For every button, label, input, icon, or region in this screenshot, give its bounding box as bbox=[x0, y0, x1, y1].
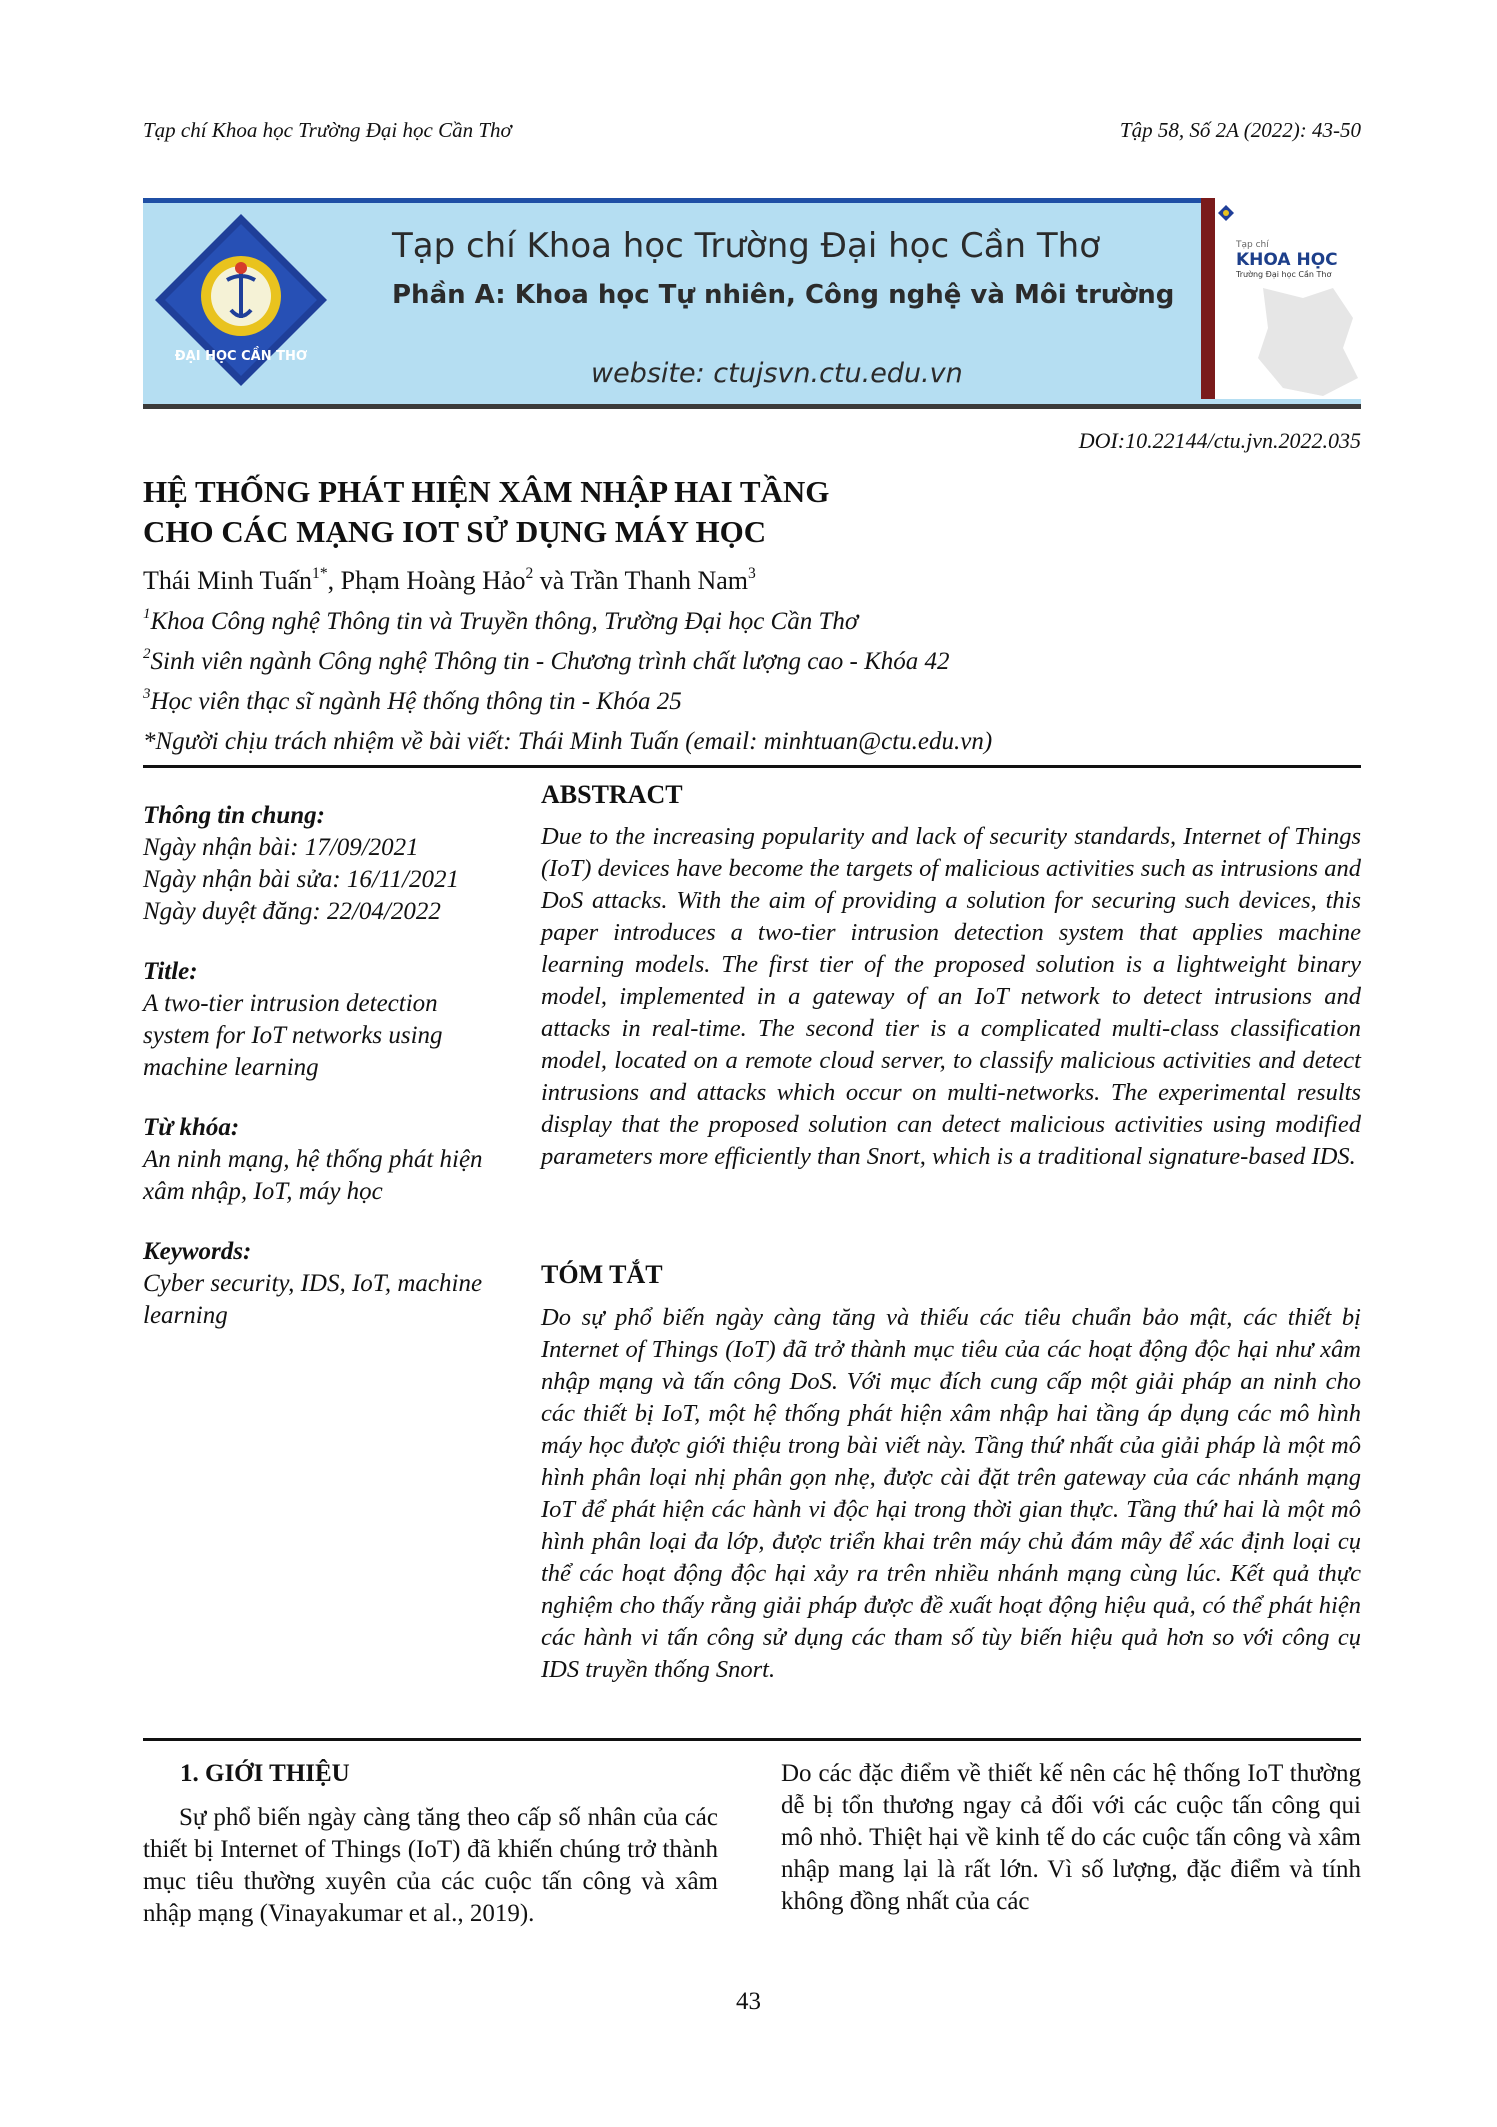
affiliation-text: Sinh viên ngành Công nghệ Thông tin - Chương trình chất lượng cao - Khóa 42 bbox=[150, 648, 950, 675]
corresponding-author: *Người chịu trách nhiệm về bài viết: Thái Minh Tuấn (email: minhtuan@ctu.edu.vn) bbox=[143, 728, 993, 755]
banner-title: Tạp chí Khoa học Trường Đại học Cần Thơ bbox=[392, 226, 1101, 266]
cover-spine-bar bbox=[1201, 198, 1215, 399]
article-info bbox=[143, 800, 493, 1332]
author-affiliation-mark: 1* bbox=[312, 564, 328, 582]
tomtat-heading: TÓM TẮT bbox=[541, 1260, 663, 1289]
general-info-label: Thông tin chung: bbox=[143, 802, 326, 829]
author-separator: và bbox=[533, 566, 571, 595]
header-rule bbox=[143, 765, 1361, 768]
author-separator: , bbox=[327, 566, 341, 595]
paper-title-line2: CHO CÁC MẠNG IOT SỬ DỤNG MÁY HỌC bbox=[143, 514, 767, 549]
affiliation-mark: 1 bbox=[143, 606, 151, 623]
cover-small-label: Tạp chí bbox=[1236, 240, 1269, 250]
paper-title-line1: HỆ THỐNG PHÁT HIỆN XÂM NHẬP HAI TẦNG bbox=[143, 474, 830, 509]
abstract-heading: ABSTRACT bbox=[541, 780, 683, 809]
banner-website: website: ctujsvn.ctu.edu.vn bbox=[591, 358, 963, 389]
cover-title: KHOA HỌC bbox=[1236, 250, 1338, 270]
received-date: Ngày nhận bài: 17/09/2021 bbox=[143, 834, 419, 861]
affiliation-3 bbox=[143, 688, 682, 716]
tomtat-text: Do sự phổ biến ngày càng tăng và thiếu các tiêu chuẩn bảo mật, các thiết bị Internet of Things (IoT) đã trở thành mục tiêu của các hoạt động độc hại như xâm nhập mạng và tấn công DoS. Với mục đích cung cấp một giải pháp an ninh cho các thiết bị IoT, một hệ thống phát hiện xâm nhập hai tầng áp dụng các mô hình máy học được giới thiệu trong bài viết này. Tầng thứ nhất của giải pháp là một mô hình phân loại nhị phân gọn nhẹ, được cài đặt trên gateway của các nhánh mạng IoT để phát hiện các hành vi độc hại trong thời gian thực. Tầng thứ hai là một mô hình phân loại đa lớp, được triển khai trên máy chủ đám mây để xác định loại cụ thể các hoạt động độc hại xảy ra trên nhiều nhánh mạng cùng lúc. Kết quả thực nghiệm cho thấy rằng giải pháp được đề xuất hoạt động hiệu quả, có thể phát hiện các hành vi tấn công sử dụng các tham số tùy biến hiệu quả hơn so với công cụ IDS truyền thống Snort. bbox=[541, 1304, 1361, 1683]
running-header-issue: Tập 58, Số 2A (2022): 43-50 bbox=[1119, 118, 1361, 142]
banner-subtitle: Phần A: Khoa học Tự nhiên, Công nghệ và Môi trường bbox=[392, 280, 1175, 310]
author-name: Thái Minh Tuấn bbox=[143, 566, 313, 595]
running-header-journal: Tạp chí Khoa học Trường Đại học Cần Thơ bbox=[143, 118, 512, 142]
journal-banner bbox=[143, 198, 1361, 409]
accepted-date: Ngày duyệt đăng: 22/04/2022 bbox=[143, 898, 441, 925]
title-label: Title: bbox=[143, 958, 198, 985]
cover-map-graphic bbox=[1243, 278, 1361, 399]
author-affiliation-mark: 2 bbox=[525, 564, 534, 582]
author-affiliation-mark: 3 bbox=[748, 564, 756, 582]
doi[interactable]: DOI:10.22144/ctu.jvn.2022.035 bbox=[1078, 428, 1361, 453]
author-list bbox=[143, 566, 756, 596]
author-name: Phạm Hoàng Hảo bbox=[340, 566, 526, 595]
keywords-vi: An ninh mạng, hệ thống phát hiện xâm nhập, IoT, máy học bbox=[143, 1146, 483, 1205]
keywords-vi-label: Từ khóa: bbox=[143, 1114, 240, 1141]
banner-top-stripe bbox=[143, 198, 1361, 203]
affiliation-text: Khoa Công nghệ Thông tin và Truyền thông, Trường Đại học Cần Thơ bbox=[150, 608, 859, 635]
university-logo bbox=[151, 210, 331, 390]
section-rule bbox=[143, 1738, 1361, 1741]
page-number: 43 bbox=[736, 1988, 761, 2015]
affiliation-1 bbox=[143, 608, 858, 636]
keywords-en-label: Keywords: bbox=[143, 1238, 252, 1265]
intro-paragraph-left: Sự phổ biến ngày càng tăng theo cấp số nhân của các thiết bị Internet of Things (IoT) đã khiến chúng trở thành mục tiêu thường xuyên của các cuộc tấn công và xâm nhập mạng (Vinayakumar et al., 2019). bbox=[143, 1804, 718, 1927]
keywords-en: Cyber security, IDS, IoT, machine learning bbox=[143, 1270, 483, 1329]
affiliation-text: Học viên thạc sĩ ngành Hệ thống thông tin - Khóa 25 bbox=[150, 688, 682, 715]
cover-emblem-icon bbox=[1217, 204, 1235, 222]
affiliation-mark: 3 bbox=[143, 686, 151, 703]
logo-text: ĐẠI HỌC CẦN THƠ bbox=[174, 349, 308, 364]
english-title: A two-tier intrusion detection system for IoT networks using machine learning bbox=[143, 990, 443, 1081]
section-heading-introduction: 1. GIỚI THIỆU bbox=[180, 1760, 350, 1787]
abstract-text: Due to the increasing popularity and lack of security standards, Internet of Things (IoT) devices have become the targets of malicious activities such as intrusions and DoS attacks. With the aim of providing a solution for securing such devices, this paper introduces a two-tier intrusion detection system that applies machine learning models. The first tier of the proposed solution is a lightweight binary model, implemented in a gateway of an IoT network to detect intrusions and attacks in real-time. The second tier is a complicated multi-class classification model, located on a remote cloud server, to classify malicious activities and detect intrusions and attacks which occur on multi-networks. The experimental results display that the proposed solution can detect malicious activities using modified parameters more efficiently than Snort, which is a traditional signature-based IDS. bbox=[541, 823, 1361, 1170]
affiliation-mark: 2 bbox=[143, 646, 151, 663]
intro-paragraph-right: Do các đặc điểm về thiết kế nên các hệ thống IoT thường dễ bị tổn thương ngay cả đối với các cuộc tấn công qui mô nhỏ. Thiệt hại về kinh tế do các cuộc tấn công và xâm nhập mang lại là rất lớn. Vì số lượng, đặc điểm và tính không đồng nhất của các bbox=[781, 1760, 1361, 1915]
cover-subtitle: Trường Đại học Cần Thơ bbox=[1236, 270, 1332, 279]
revised-date: Ngày nhận bài sửa: 16/11/2021 bbox=[143, 866, 459, 893]
author-name: Trần Thanh Nam bbox=[570, 566, 749, 595]
affiliation-2 bbox=[143, 648, 950, 676]
